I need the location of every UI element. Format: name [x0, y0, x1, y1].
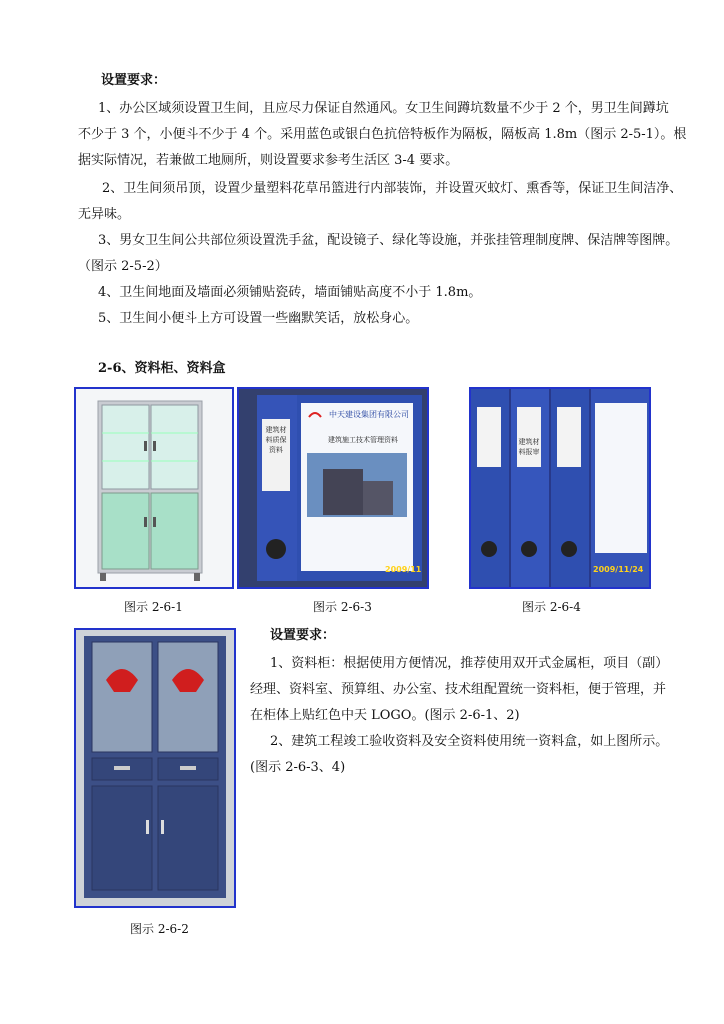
section1-heading: 设置要求： [101, 73, 167, 88]
section2-heading: 设置要求： [270, 628, 336, 643]
section1-line-7: （图示 2-5-2） [78, 259, 168, 274]
section1-line-4: 2、卫生间须吊顶，设置少量塑料花草吊篮进行内部装饰，并设置灭蚊灯、熏香等，保证卫生间洁净、 [102, 181, 683, 196]
section2-line-2: 经理、资料室、预算组、办公室、技术组配置统一资料柜，便于管理，并 [250, 682, 667, 697]
section2-line-3: 在柜体上贴红色中天 LOGO。(图示 2-6-1、2) [250, 708, 520, 723]
section1-line-9: 5、卫生间小便斗上方可设置一些幽默笑话，放松身心。 [98, 311, 419, 326]
section1-line-2: 不少于 3 个，小便斗不少于 4 个。采用蓝色或银白色抗倍特板作为隔板，隔板高 1.8m（图示 2-5-1）。根 [78, 127, 687, 142]
section1-line-3: 据实际情况，若兼做工地厕所，则设置要求参考生活区 3-4 要求。 [78, 153, 459, 168]
photo-binders-row [469, 387, 651, 589]
section2-line-1: 1、资料柜：根据使用方便情况，推荐使用双开式金属柜，项目（副） [270, 656, 669, 671]
caption-2-6-1: 图示 2-6-1 [124, 600, 183, 614]
section2-title: 2-6、资料柜、资料盒 [98, 361, 226, 376]
navy-cabinet-illustration [76, 630, 234, 906]
section1-line-1: 1、办公区域须设置卫生间，且应尽力保证自然通风。女卫生间蹲坑数量不少于 2 个，男卫生间蹲坑 [98, 101, 669, 116]
binder-label: 建筑施工技术管理资料 [328, 436, 398, 444]
photo-green-cabinet [74, 387, 234, 589]
date-stamp-1: 2009/11 [385, 565, 422, 574]
section2-line-4: 2、建筑工程竣工验收资料及安全资料使用统一资料盒，如上图所示。 [270, 734, 669, 749]
binders-row-illustration [471, 389, 649, 587]
caption-2-6-4: 图示 2-6-4 [522, 600, 581, 614]
section1-line-5: 无异味。 [78, 207, 131, 222]
photo-binder-front [237, 387, 429, 589]
binders-spine-label: 建筑材料报审 [518, 438, 540, 456]
binder-spine-label: 建筑材料质保资料 [265, 426, 287, 454]
section1-line-8: 4、卫生间地面及墙面必须铺贴瓷砖，墙面铺贴高度不小于 1.8m。 [98, 285, 482, 300]
section2-line-5: (图示 2-6-3、4) [250, 760, 346, 775]
caption-2-6-2: 图示 2-6-2 [130, 922, 189, 936]
section1-line-6: 3、男女卫生间公共部位须设置洗手盆，配设镜子、绿化等设施，并张挂管理制度牌、保洁牌等图牌。 [98, 233, 679, 248]
caption-2-6-3: 图示 2-6-3 [313, 600, 372, 614]
date-stamp-2: 2009/11/24 [593, 565, 644, 574]
green-cabinet-illustration [76, 389, 232, 587]
binder-company: 中天建设集团有限公司 [329, 410, 409, 419]
photo-navy-cabinet [74, 628, 236, 908]
